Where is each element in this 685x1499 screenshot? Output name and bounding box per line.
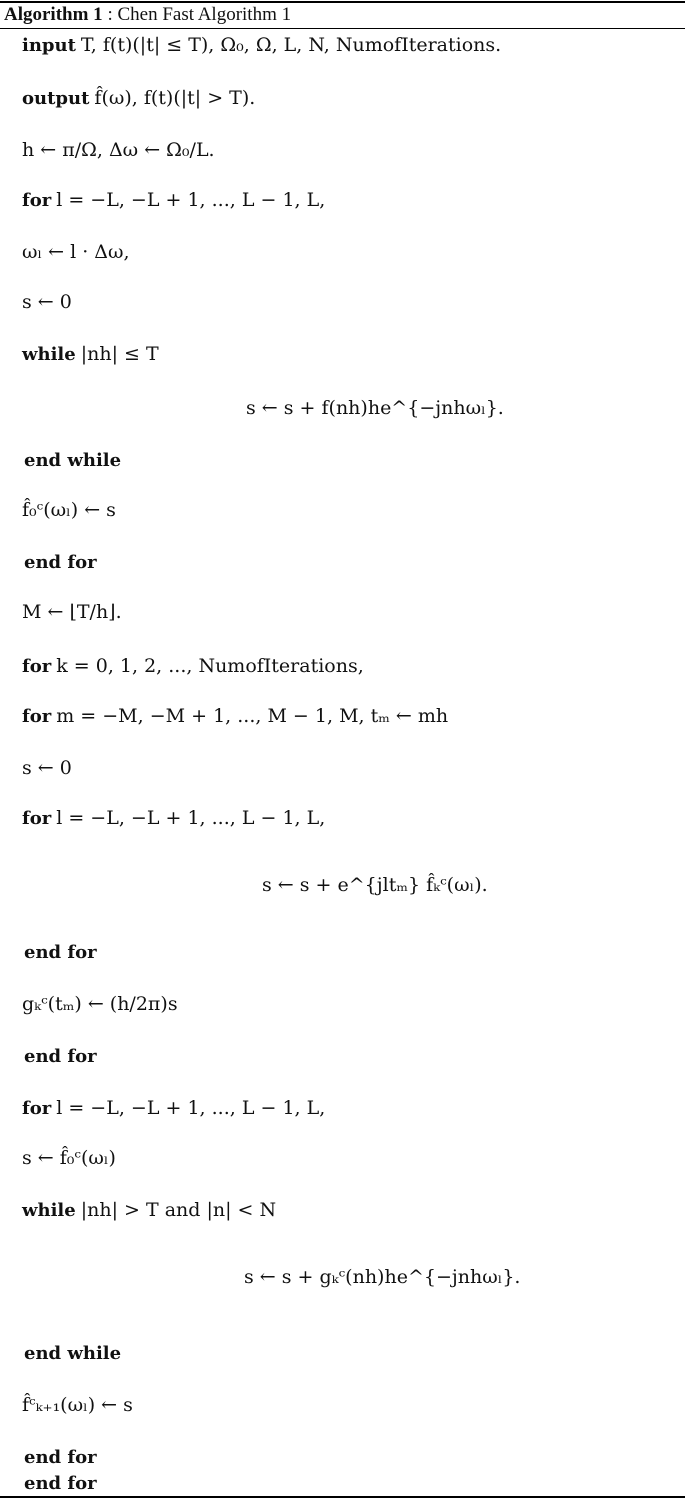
math-expression: s ← 0 [22, 757, 72, 779]
math-expression: l = −L, −L + 1, ..., L − 1, L, [56, 189, 326, 211]
keyword: output [22, 88, 90, 109]
algorithm-line-s-init-1 [22, 290, 72, 314]
algorithm-line-end-for-2 [24, 940, 97, 965]
algorithm-line-for-l-2 [22, 806, 325, 831]
algorithm-line-omega-l [22, 240, 130, 264]
algorithm-line-end-while-1 [24, 448, 121, 473]
keyword: for [22, 190, 52, 211]
math-expression: ωₗ ← l · Δω, [22, 241, 130, 263]
algorithm-line-end-for-5 [24, 1471, 97, 1496]
algorithm-line-sum-1 [246, 396, 504, 420]
math-expression: f̂(ω), f(t)(|t| > T). [94, 87, 256, 109]
keyword: end while [24, 450, 122, 471]
keyword: end while [24, 1343, 122, 1364]
bottom-rule [0, 1496, 685, 1498]
keyword: while [22, 344, 76, 365]
algorithm-line-for-l-1 [22, 188, 325, 213]
caption-rule [0, 28, 685, 29]
algorithm-line-input [22, 33, 501, 58]
algorithm-line-while-1 [22, 342, 159, 367]
keyword: while [22, 1200, 76, 1221]
algorithm-line-assign-fk1 [22, 1393, 133, 1417]
algorithm-line-end-for-1 [24, 550, 97, 575]
algorithm-caption [4, 4, 291, 26]
algorithm-line-end-for-3 [24, 1044, 97, 1069]
algorithm-line-sum-3 [244, 1265, 520, 1289]
math-expression: gₖᶜ(tₘ) ← (h/2π)s [22, 993, 178, 1015]
math-expression: s ← s + e^{jltₘ} f̂ₖᶜ(ωₗ). [262, 874, 488, 896]
keyword: input [22, 35, 76, 56]
math-expression: T, f(t)(|t| ≤ T), Ω₀, Ω, L, N, NumofIterations. [80, 34, 502, 56]
keyword: end for [24, 1447, 97, 1468]
algorithm-title: : Chen Fast Algorithm 1 [107, 4, 292, 25]
math-expression: M ← ⌊T/h⌋. [22, 601, 122, 623]
algorithm-line-while-2 [22, 1198, 276, 1223]
top-rule [0, 1, 685, 3]
algorithm-line-for-m [22, 704, 448, 729]
math-expression: m = −M, −M + 1, ..., M − 1, M, tₘ ← mh [56, 705, 449, 727]
algorithm-line-end-for-4 [24, 1445, 97, 1470]
math-expression: s ← s + f(nh)he^{−jnhωₗ}. [246, 397, 504, 419]
keyword: end for [24, 942, 97, 963]
keyword: end for [24, 552, 97, 573]
algorithm-line-end-while-2 [24, 1341, 121, 1366]
algorithm-line-sum-2 [262, 873, 488, 897]
keyword: for [22, 656, 52, 677]
algorithm-line-assign-f0 [22, 498, 116, 522]
keyword: end for [24, 1473, 97, 1494]
math-expression: |nh| > T and |n| < N [80, 1199, 277, 1221]
math-expression: l = −L, −L + 1, ..., L − 1, L, [56, 807, 326, 829]
algorithm-line-assign-g [22, 992, 178, 1016]
algorithm-line-init-h [22, 138, 215, 162]
algorithm-line-output [22, 86, 255, 111]
math-expression: s ← s + gₖᶜ(nh)he^{−jnhωₗ}. [244, 1266, 521, 1288]
math-expression: s ← f̂₀ᶜ(ωₗ) [22, 1147, 116, 1169]
keyword: for [22, 1098, 52, 1119]
math-expression: l = −L, −L + 1, ..., L − 1, L, [56, 1097, 326, 1119]
keyword: for [22, 706, 52, 727]
math-expression: |nh| ≤ T [80, 343, 159, 365]
algorithm-line-assign-m [22, 600, 122, 624]
algorithm-line-s-init-3 [22, 1146, 116, 1170]
math-expression: f̂ᶜₖ₊₁(ωₗ) ← s [22, 1394, 133, 1416]
math-expression: k = 0, 1, 2, ..., NumofIterations, [56, 655, 364, 677]
algorithm-label: Algorithm 1 [4, 4, 103, 25]
keyword: for [22, 808, 52, 829]
math-expression: h ← π/Ω, Δω ← Ω₀/L. [22, 139, 215, 161]
algorithm-line-for-l-3 [22, 1096, 325, 1121]
math-expression: s ← 0 [22, 291, 72, 313]
algorithm-line-for-k [22, 654, 364, 679]
math-expression: f̂₀ᶜ(ωₗ) ← s [22, 499, 116, 521]
keyword: end for [24, 1046, 97, 1067]
algorithm-line-s-init-2 [22, 756, 72, 780]
